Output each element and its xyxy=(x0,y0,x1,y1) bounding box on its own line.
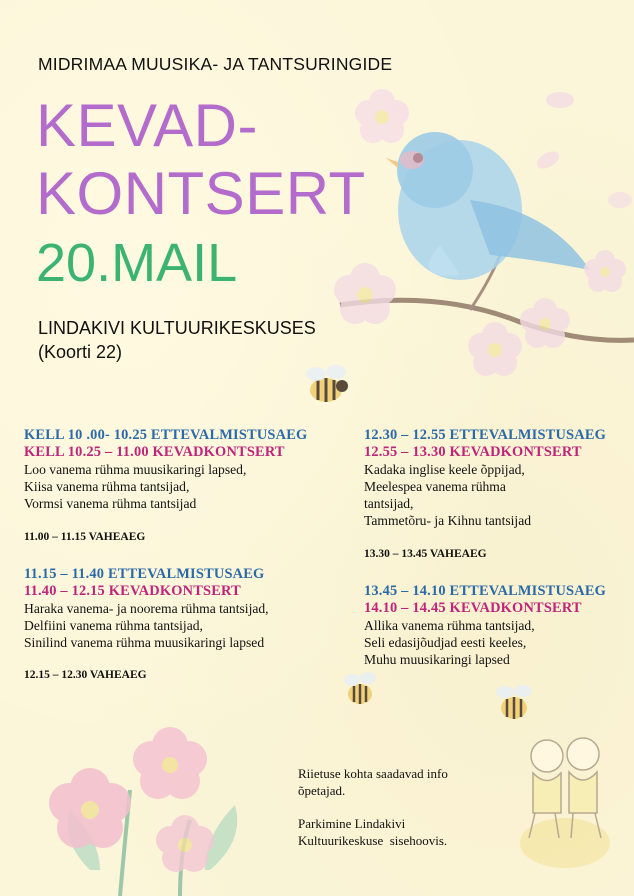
prep-time: 11.15 – 11.40 ETTEVALMISTUSAEG xyxy=(24,566,265,582)
break-time: 11.00 – 11.15 VAHEAEG xyxy=(24,531,146,543)
bee-icon xyxy=(490,680,542,728)
schedule-block xyxy=(24,566,269,651)
prep-time: 13.45 – 14.10 ETTEVALMISTUSAEG xyxy=(364,583,607,599)
break-time: 13.30 – 13.45 VAHEAEG xyxy=(364,548,487,560)
venue-name: LINDAKIVI KULTUURIKESKUSES xyxy=(38,318,316,338)
concert-time: KELL 10.25 – 11.00 KEVADKONTSERT xyxy=(24,444,285,460)
performer: Kadaka inglise keele õppijad, xyxy=(364,462,525,477)
flowers-illustration xyxy=(30,720,260,896)
note-line: Kultuurikeskuse sisehoovis. xyxy=(298,832,448,848)
break-time: 12.15 – 12.30 VAHEAEG xyxy=(24,669,147,681)
performer: Loo vanema rühma muusikaringi lapsed, xyxy=(24,462,247,477)
schedule-block xyxy=(364,427,606,529)
title-line-2: KONTSERT xyxy=(36,160,366,227)
performer: Tammetõru- ja Kihnu tantsijad xyxy=(364,513,532,528)
schedule-block xyxy=(24,427,307,512)
performer: Kiisa vanema rühma tantsijad, xyxy=(24,479,190,494)
prep-time: KELL 10 .00- 10.25 ETTEVALMISTUSAEG xyxy=(24,427,308,443)
note-line: õpetajad. xyxy=(298,782,346,798)
performer: Muhu muusikaringi lapsed xyxy=(364,652,510,667)
prep-time: 12.30 – 12.55 ETTEVALMISTUSAEG xyxy=(364,427,607,443)
performer: Vormsi vanema rühma tantsijad xyxy=(24,496,197,511)
clothing-note xyxy=(298,766,448,799)
venue-address: (Koorti 22) xyxy=(38,342,123,362)
kindergarten-logo xyxy=(515,728,615,878)
note-line: Riietuse kohta saadavad info xyxy=(298,766,448,781)
performer: Seli edasijõudjad eesti keeles, xyxy=(364,635,527,650)
concert-time: 14.10 – 14.45 KEVADKONTSERT xyxy=(364,600,582,616)
title-line-1: KEVAD- xyxy=(36,92,258,159)
bee-icon xyxy=(298,356,358,412)
performer: Allika vanema rühma tantsijad, xyxy=(364,618,535,633)
schedule-block xyxy=(364,583,606,668)
performer: Haraka vanema- ja noorema rühma tantsijad, xyxy=(24,601,269,616)
performer: Meelespea vanema rühma xyxy=(364,479,506,494)
bird-illustration xyxy=(320,60,634,390)
performer: Delfiini vanema rühma tantsijad, xyxy=(24,618,203,633)
bee-icon xyxy=(338,668,386,712)
organizer-subtitle: MIDRIMAA MUUSIKA- JA TANTSURINGIDE xyxy=(38,54,393,74)
concert-time: 11.40 – 12.15 KEVADKONTSERT xyxy=(24,583,241,599)
parking-note xyxy=(298,816,447,849)
performer: tantsijad, xyxy=(364,496,414,511)
performer: Sinilind vanema rühma muusikaringi lapsed xyxy=(24,635,265,650)
event-date: 20.MAIL xyxy=(36,233,238,293)
note-line: Parkimine Lindakivi xyxy=(298,816,406,831)
concert-time: 12.55 – 13.30 KEVADKONTSERT xyxy=(364,444,582,460)
